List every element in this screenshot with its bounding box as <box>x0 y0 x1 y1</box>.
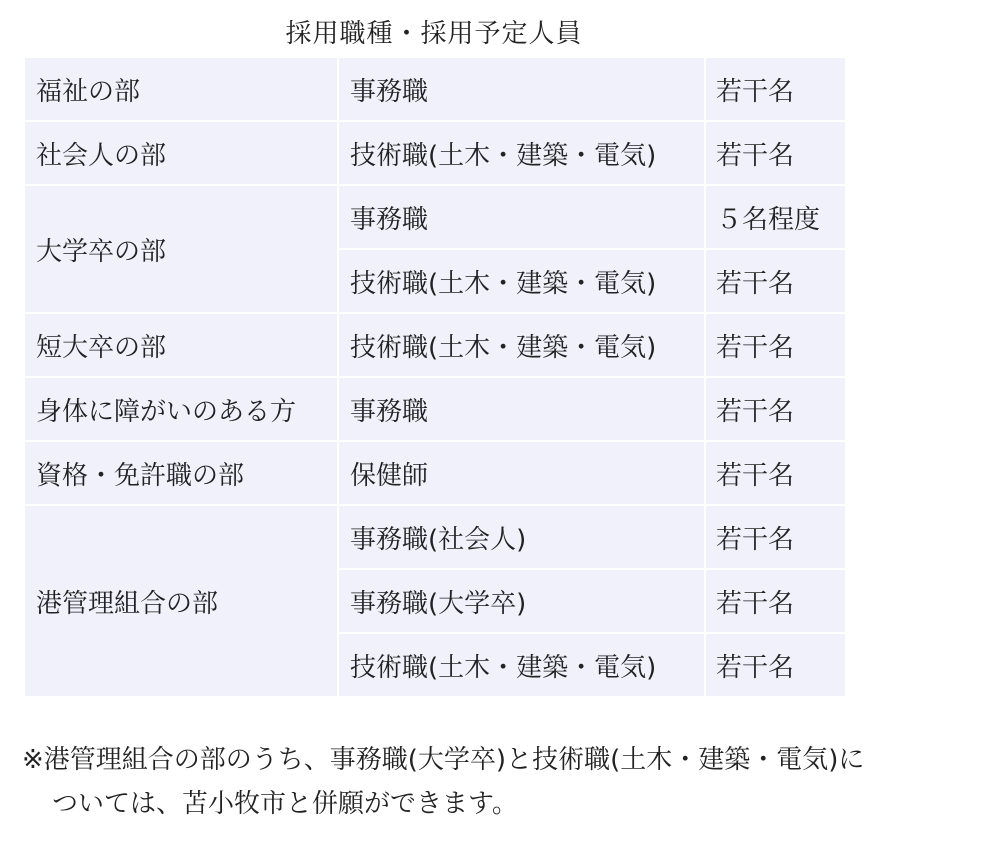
table-row <box>24 377 846 441</box>
count-cell: 若干名 <box>705 569 846 633</box>
division-cell: 短大卒の部 <box>24 313 338 377</box>
job-cell: 保健師 <box>338 441 705 505</box>
count-cell: 若干名 <box>705 633 846 697</box>
table-row <box>24 441 846 505</box>
table-row <box>24 57 846 121</box>
count-cell: 若干名 <box>705 377 846 441</box>
division-cell: 港管理組合の部 <box>24 505 338 697</box>
job-cell: 事務職 <box>338 57 705 121</box>
division-cell: 大学卒の部 <box>24 185 338 313</box>
division-cell: 福祉の部 <box>24 57 338 121</box>
job-cell: 技術職(土木・建築・電気) <box>338 313 705 377</box>
job-cell: 事務職(社会人) <box>338 505 705 569</box>
table-row <box>24 121 846 185</box>
job-cell: 技術職(土木・建築・電気) <box>338 121 705 185</box>
job-cell: 事務職 <box>338 185 705 249</box>
division-cell: 身体に障がいのある方 <box>24 377 338 441</box>
footnote-line-1: ※港管理組合の部のうち、事務職(大学卒)と技術職(土木・建築・電気)に <box>22 745 865 775</box>
count-cell: 若干名 <box>705 121 846 185</box>
job-cell: 事務職 <box>338 377 705 441</box>
count-cell: 若干名 <box>705 249 846 313</box>
count-cell: 若干名 <box>705 57 846 121</box>
footnote <box>22 738 972 826</box>
division-cell: 資格・免許職の部 <box>24 441 338 505</box>
table-row <box>24 313 846 377</box>
count-cell: 若干名 <box>705 441 846 505</box>
table-row <box>24 185 846 249</box>
job-cell: 事務職(大学卒) <box>338 569 705 633</box>
count-cell: 若干名 <box>705 505 846 569</box>
count-cell: ５名程度 <box>705 185 846 249</box>
division-cell: 社会人の部 <box>24 121 338 185</box>
footnote-line-2: ついては、苫小牧市と併願ができます。 <box>52 789 518 819</box>
table-caption: 採用職種・採用予定人員 <box>285 19 583 49</box>
table-row <box>24 505 846 569</box>
count-cell: 若干名 <box>705 313 846 377</box>
job-cell: 技術職(土木・建築・電気) <box>338 633 705 697</box>
recruitment-table <box>23 56 847 698</box>
job-cell: 技術職(土木・建築・電気) <box>338 249 705 313</box>
